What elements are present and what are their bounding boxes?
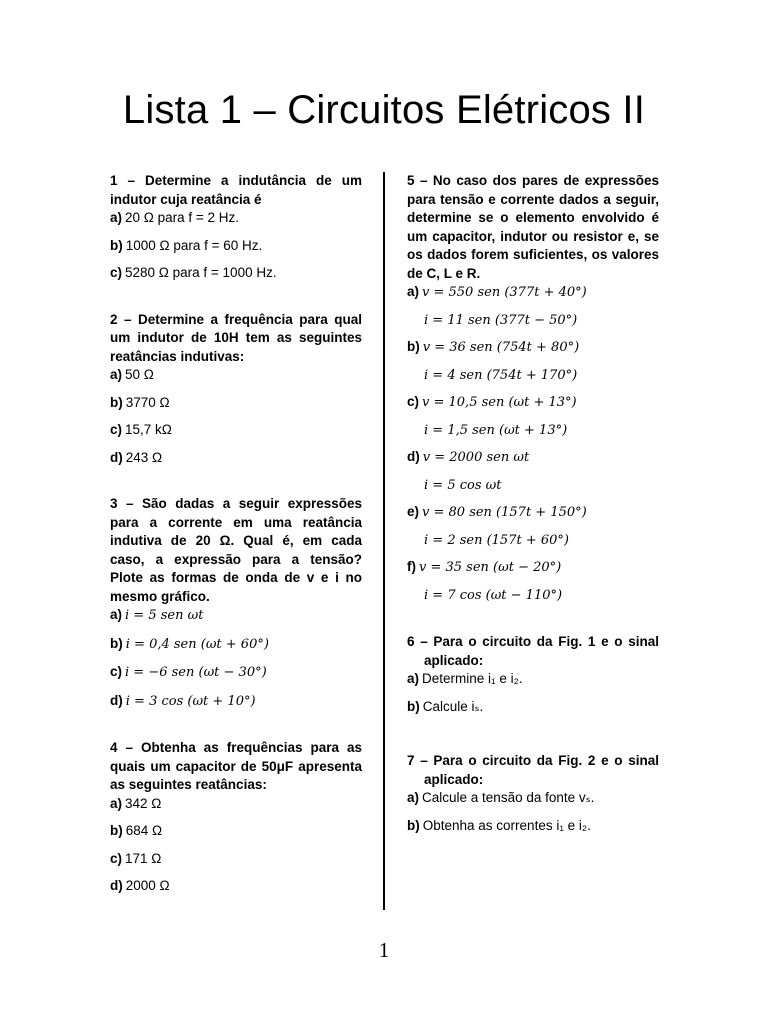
q4-item-a: a) 342 Ω <box>110 795 162 811</box>
q5-item-c-voltage: c) v = 10,5 sen (ωt + 13°) <box>407 394 577 410</box>
q7-item-b: b) Obtenha as correntes i₁ e i₂. <box>407 817 591 833</box>
q5-item-d-current: i = 5 cos ωt <box>424 477 502 493</box>
left-column <box>110 172 362 896</box>
page-number: 1 <box>378 938 390 962</box>
question-6: 6 – Para o circuito da Fig. 1 e o sinal aplicado: <box>407 634 659 668</box>
q1-item-c: c) 5280 Ω para f = 1000 Hz. <box>110 265 277 280</box>
q5-item-d-voltage: d) v = 2000 sen ωt <box>407 449 530 465</box>
q6-item-b: b) Calcule iₛ. <box>407 698 484 714</box>
q5-item-a-current: i = 11 sen (377t − 50°) <box>424 312 578 328</box>
q4-item-b: b) 684 Ω <box>110 823 163 838</box>
q5-item-e-voltage: e) v = 80 sen (157t + 150°) <box>407 504 587 520</box>
q3-item-a: a) i = 5 sen ωt <box>110 607 204 623</box>
q1-item-a: a) 20 Ω para f = 2 Hz. <box>110 210 240 225</box>
q2-item-c: c) 15,7 kΩ <box>110 422 172 437</box>
q5-item-f-voltage: f) v = 35 sen (ωt − 20°) <box>407 559 562 575</box>
q2-item-a: a) 50 Ω <box>110 367 154 382</box>
column-divider <box>383 172 385 910</box>
right-column <box>407 172 659 835</box>
q5-item-f-current: i = 7 cos (ωt − 110°) <box>424 587 563 603</box>
q2-item-b: b) 3770 Ω <box>110 394 170 410</box>
question-4: 4 – Obtenha as frequências para as quais um capacitor de 50μF apresenta as seguintes reatâncias: <box>110 740 362 792</box>
q5-item-a-voltage: a) v = 550 sen (377t + 40°) <box>407 284 587 300</box>
q3-item-d: d) i = 3 cos (ωt + 10°) <box>110 692 256 709</box>
page-title: Lista 1 – Circuitos Elétricos II <box>122 88 646 132</box>
q6-item-a: a) Determine i₁ e i₂. <box>407 671 523 686</box>
question-5: 5 – No caso dos pares de expressões para tensão e corrente dados a seguir, determine se o elemento envolvido é um capacitor, indutor ou resistor e, se os dados forem suficientes, os valores de C, L e R. <box>407 173 659 281</box>
question-2: 2 – Determine a frequência para qual um indutor de 10H tem as seguintes reatâncias indutivas: <box>110 311 362 364</box>
question-1: 1 – Determine a indutância de um indutor cuja reatância é <box>110 173 362 207</box>
q1-item-b: b) 1000 Ω para f = 60 Hz. <box>110 237 263 253</box>
question-3: 3 – São dadas a seguir expressões para a corrente em uma reatância indutiva de 20 Ω. Qual é, em cada caso, a expressão para a tensão? Plote as formas de onda de v e i no mesmo gráfico. <box>110 496 362 604</box>
q5-item-b-voltage: b) v = 36 sen (754t + 80°) <box>407 339 580 355</box>
q5-item-e-current: i = 2 sen (157t + 60°) <box>424 532 569 548</box>
q3-item-b: b) i = 0,4 sen (ωt + 60°) <box>110 635 269 652</box>
q7-item-a: a) Calcule a tensão da fonte vₛ. <box>407 790 595 805</box>
q3-item-c: c) i = −6 sen (ωt − 30°) <box>110 664 267 680</box>
q5-item-c-current: i = 1,5 sen (ωt + 13°) <box>424 422 568 438</box>
q4-item-c: c) 171 Ω <box>110 850 162 866</box>
q2-item-d: d) 243 Ω <box>110 449 163 465</box>
q4-item-d: d) 2000 Ω <box>110 878 170 893</box>
question-7: 7 – Para o circuito da Fig. 2 e o sinal aplicado: <box>407 753 659 787</box>
q5-item-b-current: i = 4 sen (754t + 170°) <box>424 367 578 383</box>
